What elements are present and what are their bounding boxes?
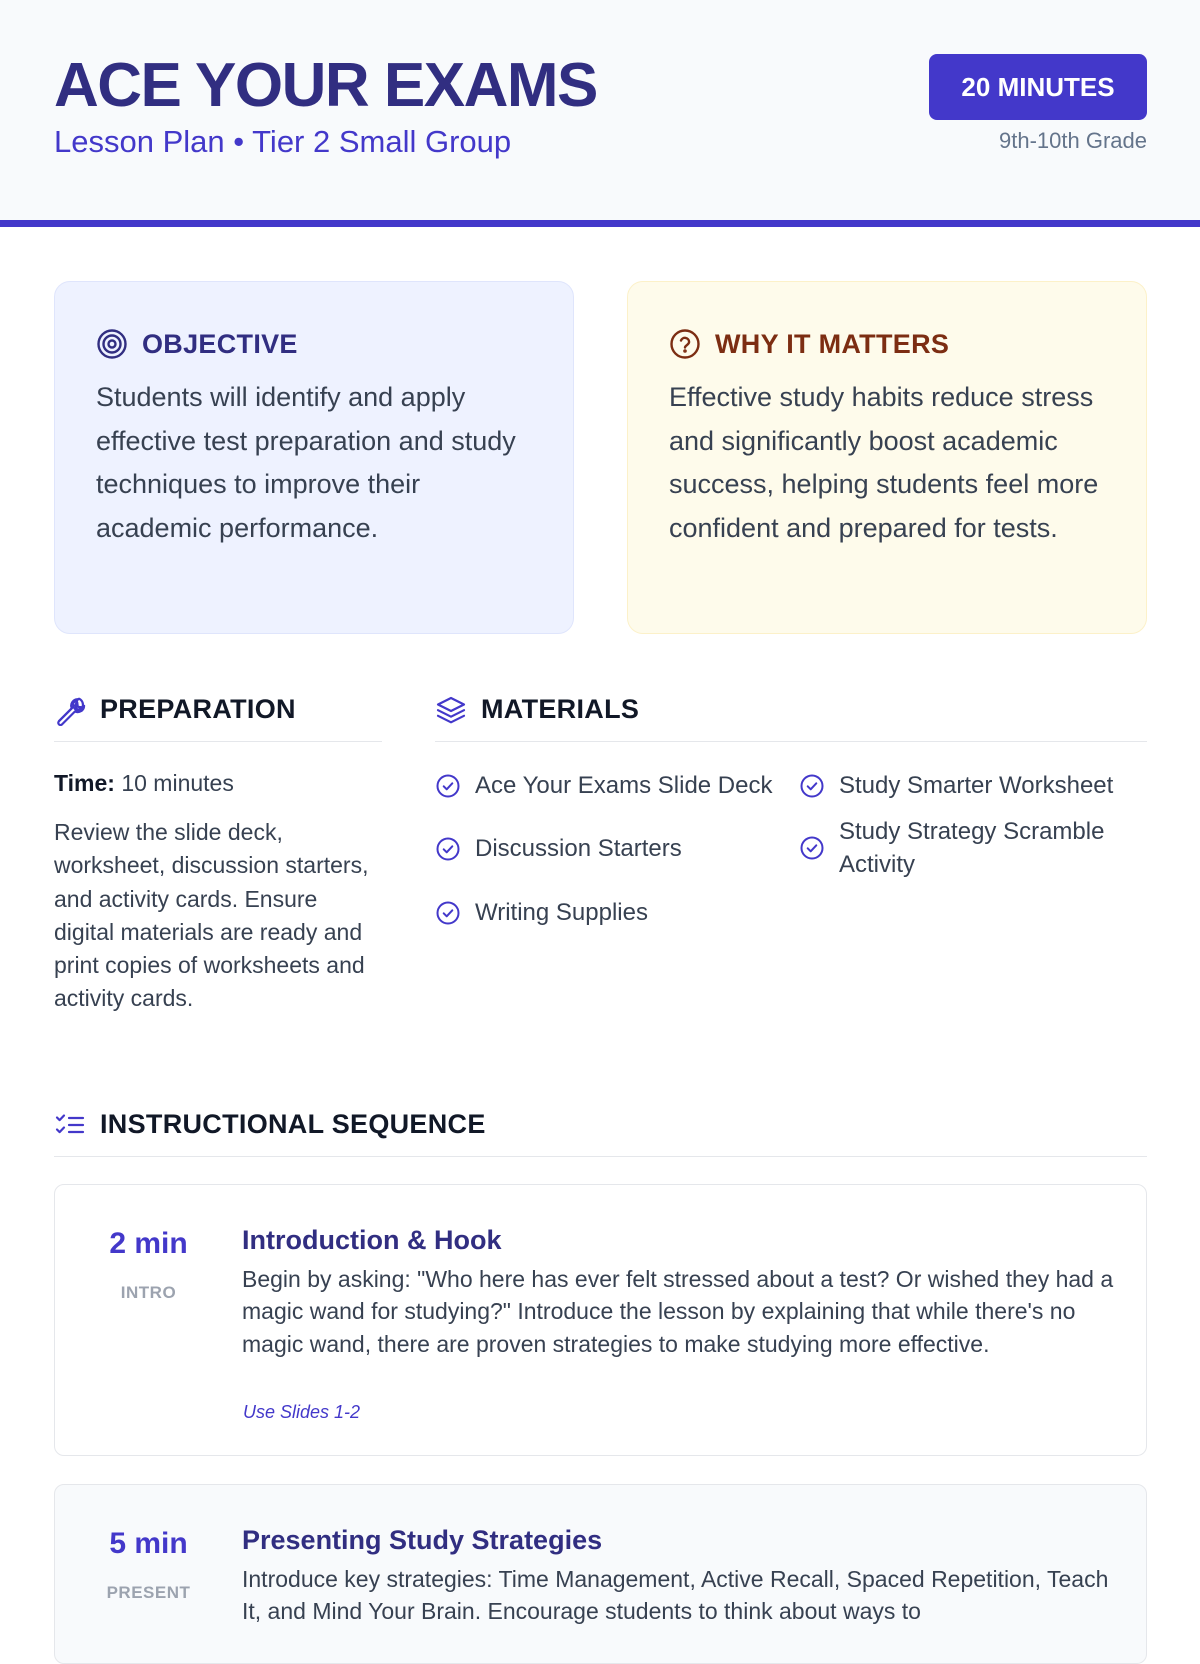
list-checks-icon xyxy=(54,1109,86,1141)
check-circle-icon xyxy=(799,835,825,861)
duration-badge: 20 MINUTES xyxy=(929,54,1147,120)
check-circle-icon xyxy=(435,773,461,799)
preparation-header xyxy=(54,688,382,742)
material-label: Writing Supplies xyxy=(475,899,648,926)
page-title: ACE YOUR EXAMS xyxy=(54,51,597,120)
check-circle-icon xyxy=(799,773,825,799)
material-label: Study Smarter Worksheet xyxy=(839,772,1114,799)
target-icon xyxy=(96,328,128,360)
wrench-icon xyxy=(54,694,86,726)
preparation-time-value: 10 minutes xyxy=(121,770,234,796)
why-it-matters-title: WHY IT MATTERS xyxy=(715,328,950,359)
material-label: Ace Your Exams Slide Deck xyxy=(475,772,773,799)
materials-header xyxy=(435,688,1147,742)
material-item xyxy=(799,769,1113,802)
sequence-step xyxy=(54,1184,1147,1456)
sequence-title: INSTRUCTIONAL SEQUENCE xyxy=(100,1109,486,1139)
material-item xyxy=(435,832,682,865)
step-title: Presenting Study Strategies xyxy=(242,1525,603,1555)
check-circle-icon xyxy=(435,900,461,926)
sequence-step xyxy=(54,1484,1147,1664)
layers-icon xyxy=(435,694,467,726)
why-it-matters-header xyxy=(669,324,1106,364)
step-description: Begin by asking: "Who here has ever felt stressed about a test? Or wished they had a magic wand for studying?" Introduce the lesson by explaining that while there's no magic wand, there are proven strategies to make studying more effective. xyxy=(242,1266,1114,1357)
check-circle-icon xyxy=(435,836,461,862)
step-phase: INTRO xyxy=(120,1283,177,1302)
material-label: Discussion Starters xyxy=(475,835,682,862)
material-label: Study Strategy Scramble Activity xyxy=(839,818,1105,878)
step-duration: 2 min xyxy=(109,1227,188,1260)
material-item xyxy=(435,769,772,802)
material-item xyxy=(435,896,648,929)
why-it-matters-card xyxy=(627,281,1147,634)
preparation-title: PREPARATION xyxy=(100,694,296,724)
grade-level: 9th-10th Grade xyxy=(999,128,1147,153)
objective-card xyxy=(54,281,574,634)
step-title: Introduction & Hook xyxy=(242,1225,502,1255)
help-circle-icon xyxy=(669,328,701,360)
step-duration: 5 min xyxy=(109,1527,188,1560)
why-it-matters-text: Effective study habits reduce stress and significantly boost academic success, helping students feel more confident and prepared for tests. xyxy=(669,382,1099,543)
step-description: Introduce key strategies: Time Management, Active Recall, Spaced Repetition, Teach It, and Mind Your Brain. Encourage students to think about ways to xyxy=(242,1566,1109,1625)
objective-text: Students will identify and apply effective test preparation and study techniques to improve their academic performance. xyxy=(96,382,516,543)
preparation-text: Review the slide deck, worksheet, discussion starters, and activity cards. Ensure digital materials are ready and print copies of worksheets and activity cards. xyxy=(54,819,369,1012)
preparation-time-label: Time: xyxy=(54,770,115,796)
preparation-time xyxy=(54,770,234,797)
materials-title: MATERIALS xyxy=(481,694,640,724)
page-subtitle: Lesson Plan • Tier 2 Small Group xyxy=(54,124,512,159)
step-slide-note: Use Slides 1-2 xyxy=(243,1402,361,1422)
page-header xyxy=(0,0,1200,227)
sequence-header xyxy=(54,1103,1147,1157)
step-phase: PRESENT xyxy=(106,1583,191,1602)
objective-title: OBJECTIVE xyxy=(142,328,298,359)
objective-header xyxy=(96,324,533,364)
material-item xyxy=(799,815,1147,881)
